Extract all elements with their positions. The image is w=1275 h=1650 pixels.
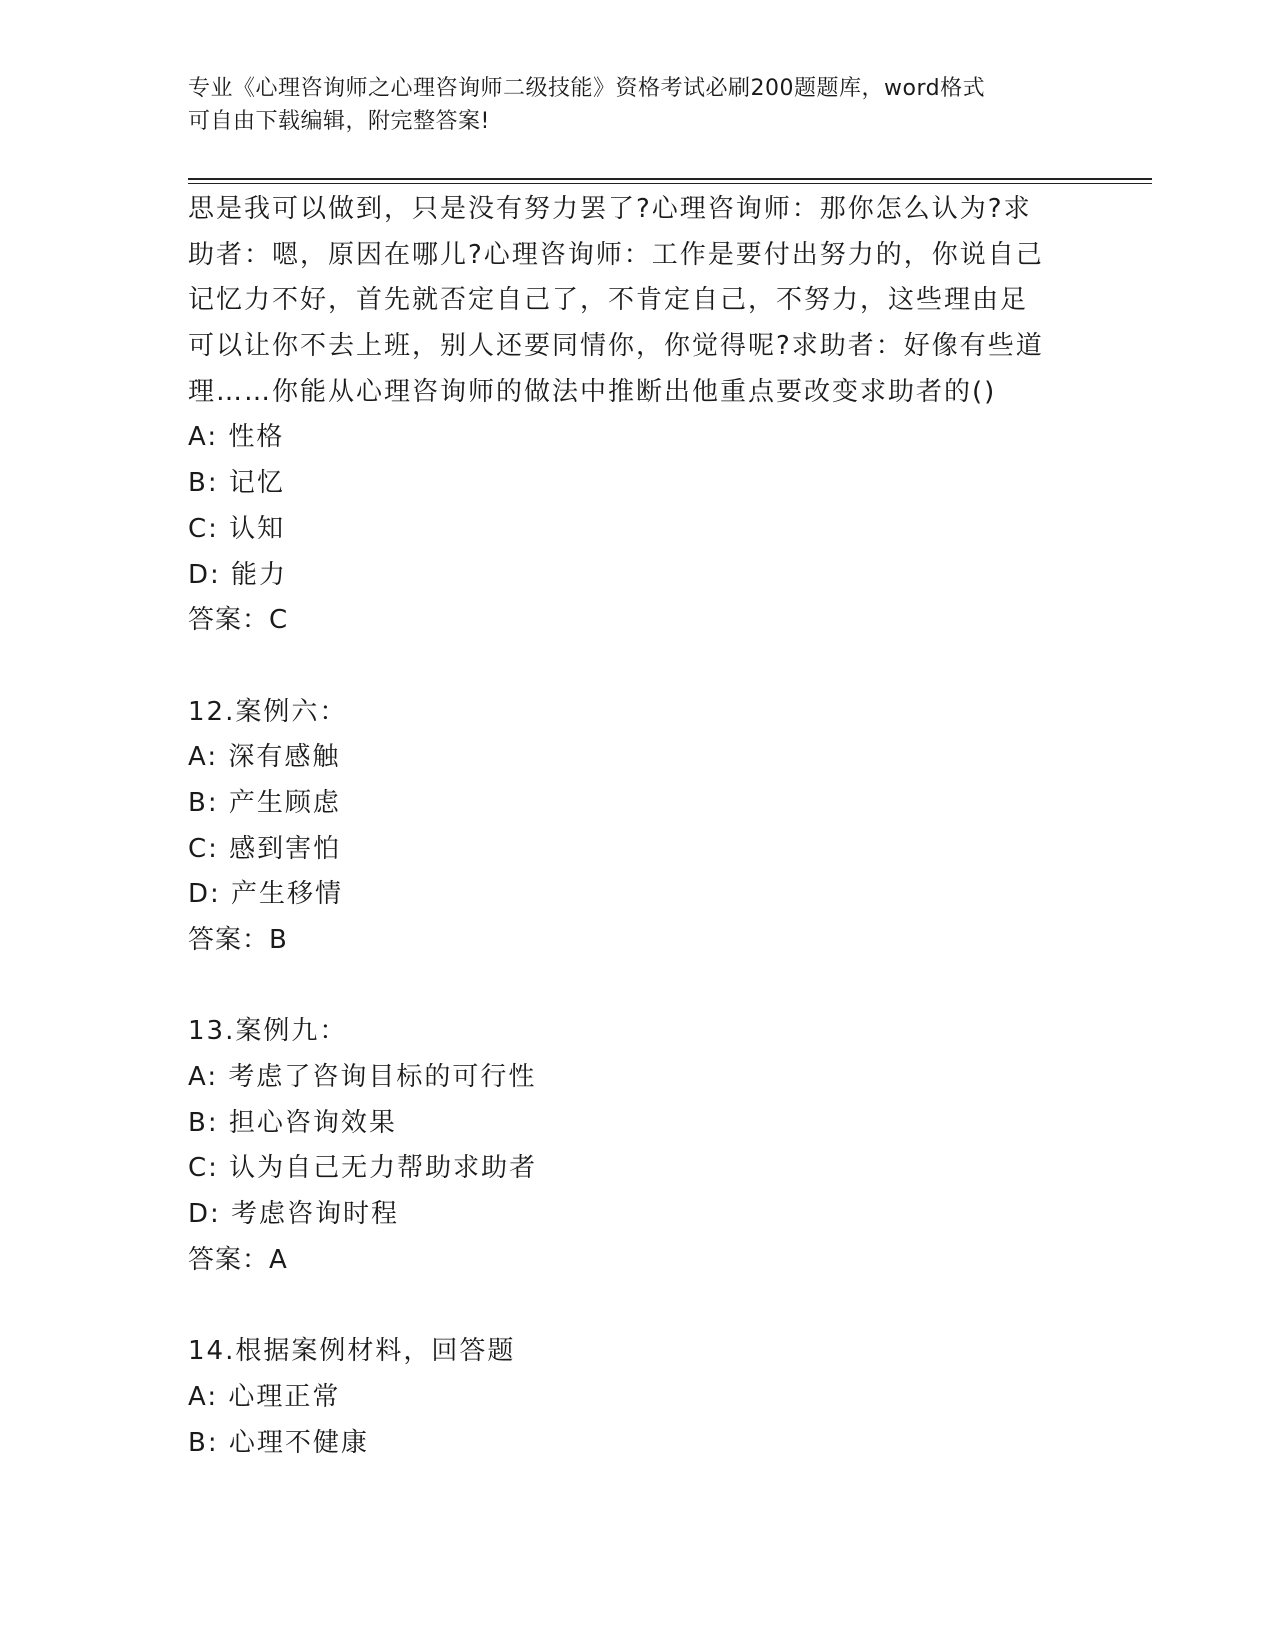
answer-line: 答案：B: [188, 925, 288, 955]
option-a: A: 性格: [188, 422, 285, 453]
question-stem: 14.根据案例材料，回答题: [188, 1336, 516, 1367]
question-11: [188, 187, 1088, 644]
header-rule-thin: [188, 183, 1152, 184]
option-b: B: 记忆: [188, 468, 285, 499]
question-stem-line: 助者：嗯，原因在哪儿?心理咨询师：工作是要付出努力的，你说自己: [188, 239, 1044, 270]
option-c: C: 认知: [188, 513, 286, 544]
question-14: [188, 1329, 1088, 1466]
answer-line: 答案：A: [188, 1244, 288, 1275]
option-c: C: 感到害怕: [188, 833, 342, 864]
option-b: B: 产生顾虑: [188, 787, 341, 818]
option-d: D: 考虑咨询时程: [188, 1199, 400, 1230]
spacer: [188, 1284, 1088, 1330]
option-d: D: 产生移情: [188, 879, 344, 910]
answer-line: 答案：C: [188, 605, 289, 636]
question-stem-line: 记忆力不好，首先就否定自己了，不肯定自己，不努力，这些理由足: [188, 285, 1029, 316]
option-d: D: 能力: [188, 559, 288, 590]
option-a: A: 心理正常: [188, 1381, 341, 1412]
question-stem: 13.案例九：: [188, 1016, 348, 1047]
option-a: A: 考虑了咨询目标的可行性: [188, 1062, 537, 1093]
document-body: [188, 187, 1088, 1466]
question-stem-line: 可以让你不去上班，别人还要同情你，你觉得呢?求助者：好像有些道: [188, 331, 1044, 362]
spacer: [188, 964, 1088, 1010]
header-rule-thick: [188, 178, 1152, 180]
spacer: [188, 644, 1088, 690]
option-a: A: 深有感触: [188, 742, 341, 773]
header-line-2: 可自由下载编辑，附完整答案!: [188, 109, 490, 134]
question-12: [188, 690, 1088, 964]
document-header: [188, 72, 1088, 138]
question-13: [188, 1009, 1088, 1283]
option-b: B: 心理不健康: [188, 1427, 369, 1458]
question-stem-line: 理……你能从心理咨询师的做法中推断出他重点要改变求助者的(): [188, 376, 997, 407]
option-c: C: 认为自己无力帮助求助者: [188, 1153, 538, 1184]
header-line-1: 专业《心理咨询师之心理咨询师二级技能》资格考试必刷200题题库，word格式: [188, 76, 986, 101]
question-stem: 12.案例六：: [188, 696, 348, 727]
question-stem-line: 思是我可以做到，只是没有努力罢了?心理咨询师：那你怎么认为?求: [188, 194, 1032, 224]
option-b: B: 担心咨询效果: [188, 1107, 397, 1138]
